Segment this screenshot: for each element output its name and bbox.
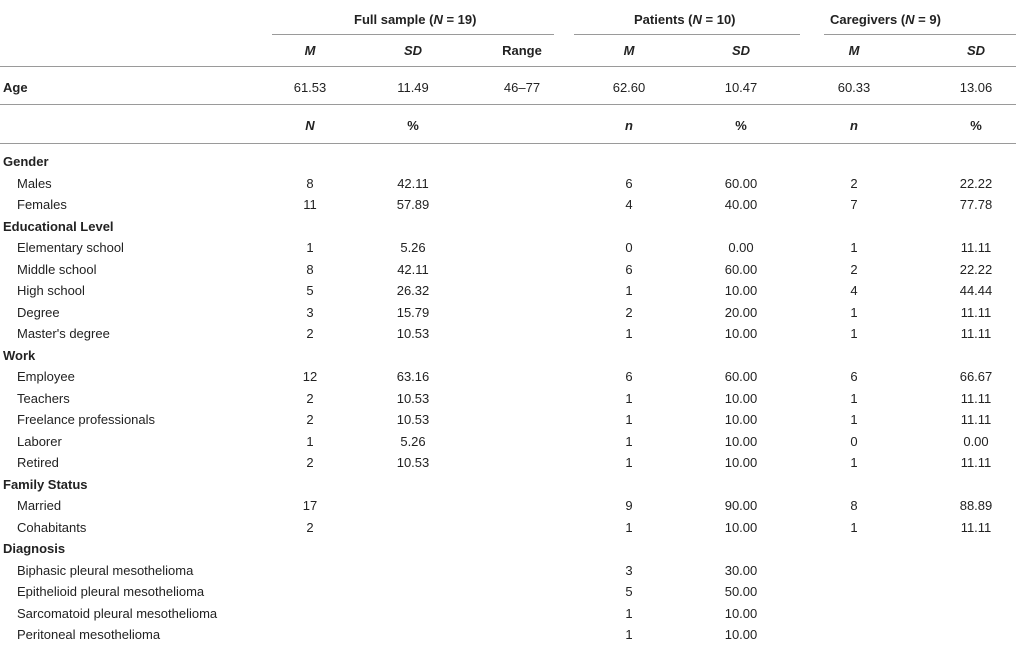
col-range-full: Range bbox=[502, 43, 542, 58]
cell-c1: 12 bbox=[302, 369, 318, 384]
cell-c5: 30.00 bbox=[724, 563, 758, 578]
cell-c4: 0 bbox=[625, 240, 633, 255]
cell-c7: 11.11 bbox=[960, 391, 992, 406]
full-sample-rule bbox=[272, 34, 554, 35]
cell-c7: 11.11 bbox=[960, 520, 992, 535]
col-pct-caregivers: % bbox=[970, 118, 982, 133]
cell-c6: 1 bbox=[850, 412, 858, 427]
row-label: Employee bbox=[17, 369, 75, 384]
cell-c2: 10.53 bbox=[396, 391, 430, 406]
cell-c6: 0 bbox=[850, 434, 858, 449]
cell-c4: 1 bbox=[625, 520, 633, 535]
cell-c1: 2 bbox=[306, 520, 314, 535]
cell-c2: 57.89 bbox=[396, 197, 430, 212]
table-row bbox=[0, 237, 1016, 258]
cell-c6: 1 bbox=[850, 520, 858, 535]
age-range-full: 46–77 bbox=[503, 80, 541, 95]
cell-c6: 7 bbox=[850, 197, 858, 212]
cell-c1: 5 bbox=[306, 283, 314, 298]
row-label: Degree bbox=[17, 305, 60, 320]
row-label: Laborer bbox=[17, 434, 62, 449]
cell-c5: 50.00 bbox=[724, 584, 758, 599]
cell-c5: 10.00 bbox=[724, 520, 758, 535]
header-patients-n: N bbox=[692, 12, 702, 27]
col-pct-full: % bbox=[407, 118, 419, 133]
cell-c2: 5.26 bbox=[400, 240, 426, 255]
table-row bbox=[0, 194, 1016, 215]
age-m-patients: 62.60 bbox=[612, 80, 646, 95]
cell-c7: 11.11 bbox=[960, 412, 992, 427]
table-row bbox=[0, 259, 1016, 280]
age-sd-caregivers: 13.06 bbox=[959, 80, 993, 95]
cell-c7: 22.22 bbox=[959, 262, 993, 277]
section-row bbox=[0, 151, 1016, 172]
section-label: Family Status bbox=[3, 477, 88, 492]
row-label: Master's degree bbox=[17, 326, 110, 341]
row-label: Retired bbox=[17, 455, 59, 470]
cell-c7: 11.11 bbox=[960, 240, 992, 255]
cell-c4: 3 bbox=[625, 563, 633, 578]
cell-c5: 90.00 bbox=[724, 498, 758, 513]
cell-c7: 11.11 bbox=[960, 326, 992, 341]
cell-c5: 10.00 bbox=[724, 412, 758, 427]
row-label: Males bbox=[17, 176, 52, 191]
cell-c2: 26.32 bbox=[396, 283, 430, 298]
cell-c6: 1 bbox=[850, 240, 858, 255]
cell-c5: 10.00 bbox=[724, 283, 758, 298]
cell-c7: 22.22 bbox=[959, 176, 993, 191]
age-m-caregivers: 60.33 bbox=[837, 80, 871, 95]
cell-c4: 1 bbox=[625, 455, 633, 470]
cell-c2: 15.79 bbox=[396, 305, 430, 320]
table-row bbox=[0, 280, 1016, 301]
cell-c2: 5.26 bbox=[400, 434, 426, 449]
age-sd-patients: 10.47 bbox=[724, 80, 758, 95]
cell-c2: 10.53 bbox=[396, 412, 430, 427]
count-header-row bbox=[0, 115, 1016, 136]
cell-c4: 6 bbox=[625, 369, 633, 384]
section-row bbox=[0, 538, 1016, 559]
col-m-caregivers: M bbox=[848, 43, 860, 58]
cell-c4: 5 bbox=[625, 584, 633, 599]
header-full-n: N bbox=[433, 12, 443, 27]
cell-c6: 1 bbox=[850, 305, 858, 320]
cell-c1: 8 bbox=[306, 262, 314, 277]
row-label: Freelance professionals bbox=[17, 412, 156, 427]
header-caregivers-label: Caregivers ( bbox=[830, 12, 906, 27]
cell-c1: 1 bbox=[306, 434, 314, 449]
table-row bbox=[0, 517, 1016, 538]
cell-c1: 17 bbox=[302, 498, 318, 513]
cell-c1: 1 bbox=[306, 240, 314, 255]
cell-c2: 42.11 bbox=[397, 176, 429, 191]
age-label: Age bbox=[3, 80, 28, 95]
table-row bbox=[0, 431, 1016, 452]
col-n-patients: n bbox=[625, 118, 633, 133]
row-label: Elementary school bbox=[17, 240, 124, 255]
cell-c6: 1 bbox=[850, 326, 858, 341]
header-full-sample bbox=[354, 13, 476, 27]
cell-c2: 10.53 bbox=[396, 455, 430, 470]
col-pct-patients: % bbox=[735, 118, 747, 133]
header-caregivers bbox=[830, 13, 941, 27]
col-sd-patients: SD bbox=[731, 43, 751, 58]
col-n-full: N bbox=[305, 118, 315, 133]
cell-c6: 4 bbox=[850, 283, 858, 298]
cell-c5: 60.00 bbox=[724, 176, 758, 191]
cell-c4: 4 bbox=[625, 197, 633, 212]
cell-c2: 10.53 bbox=[396, 326, 430, 341]
col-sd-caregivers: SD bbox=[966, 43, 986, 58]
cell-c5: 20.00 bbox=[724, 305, 758, 320]
table-row bbox=[0, 366, 1016, 387]
cell-c7: 11.11 bbox=[960, 305, 992, 320]
table-row bbox=[0, 581, 1016, 602]
row-label: Married bbox=[17, 498, 62, 513]
cell-c7: 88.89 bbox=[959, 498, 993, 513]
cell-c4: 9 bbox=[625, 498, 633, 513]
cell-c4: 1 bbox=[625, 627, 633, 642]
section-row bbox=[0, 216, 1016, 237]
cell-c4: 1 bbox=[625, 412, 633, 427]
cell-c4: 1 bbox=[625, 434, 633, 449]
section-label: Work bbox=[3, 348, 36, 363]
cell-c1: 2 bbox=[306, 391, 314, 406]
cell-c5: 60.00 bbox=[724, 369, 758, 384]
cell-c4: 6 bbox=[625, 262, 633, 277]
section-label: Diagnosis bbox=[3, 541, 66, 556]
header-patients bbox=[634, 13, 736, 27]
cell-c1: 2 bbox=[306, 412, 314, 427]
age-row bbox=[0, 77, 1016, 98]
row-label: Biphasic pleural mesothelioma bbox=[17, 563, 194, 578]
table-row bbox=[0, 409, 1016, 430]
count-header-rule bbox=[0, 143, 1016, 144]
row-label: Females bbox=[17, 197, 67, 212]
age-sd-full: 11.49 bbox=[397, 80, 429, 95]
cell-c4: 2 bbox=[625, 305, 633, 320]
cell-c5: 10.00 bbox=[724, 326, 758, 341]
cell-c6: 2 bbox=[850, 262, 858, 277]
stat-header-row bbox=[0, 40, 1016, 61]
table-row bbox=[0, 452, 1016, 473]
header-full-label: Full sample ( bbox=[354, 12, 434, 27]
row-label: Cohabitants bbox=[17, 520, 87, 535]
cell-c5: 10.00 bbox=[724, 434, 758, 449]
table-row bbox=[0, 603, 1016, 624]
row-label: Epithelioid pleural mesothelioma bbox=[17, 584, 205, 599]
cell-c1: 2 bbox=[306, 326, 314, 341]
table-row bbox=[0, 173, 1016, 194]
section-label: Educational Level bbox=[3, 219, 114, 234]
cell-c5: 10.00 bbox=[724, 391, 758, 406]
table-row bbox=[0, 302, 1016, 323]
table-row bbox=[0, 495, 1016, 516]
stat-header-rule bbox=[0, 66, 1016, 67]
cell-c5: 10.00 bbox=[724, 455, 758, 470]
cell-c5: 60.00 bbox=[724, 262, 758, 277]
cell-c2: 42.11 bbox=[397, 262, 429, 277]
cell-c6: 6 bbox=[850, 369, 858, 384]
age-rule bbox=[0, 104, 1016, 105]
col-m-full: M bbox=[304, 43, 316, 58]
cell-c4: 1 bbox=[625, 326, 633, 341]
table-row bbox=[0, 323, 1016, 344]
col-sd-full: SD bbox=[403, 43, 423, 58]
table-row bbox=[0, 560, 1016, 581]
row-label: High school bbox=[17, 283, 85, 298]
header-patients-label: Patients ( bbox=[634, 12, 693, 27]
cell-c5: 40.00 bbox=[724, 197, 758, 212]
cell-c5: 10.00 bbox=[724, 606, 758, 621]
cell-c4: 6 bbox=[625, 176, 633, 191]
cell-c5: 10.00 bbox=[724, 627, 758, 642]
cell-c7: 66.67 bbox=[959, 369, 993, 384]
section-row bbox=[0, 345, 1016, 366]
header-caregivers-n: N bbox=[905, 12, 915, 27]
cell-c5: 0.00 bbox=[728, 240, 754, 255]
cell-c4: 1 bbox=[625, 391, 633, 406]
row-label: Middle school bbox=[17, 262, 97, 277]
header-patients-eq: = 10) bbox=[701, 12, 736, 27]
cell-c1: 3 bbox=[306, 305, 314, 320]
cell-c7: 11.11 bbox=[960, 455, 992, 470]
cell-c4: 1 bbox=[625, 606, 633, 621]
age-m-full: 61.53 bbox=[293, 80, 327, 95]
cell-c6: 1 bbox=[850, 391, 858, 406]
row-label: Peritoneal mesothelioma bbox=[17, 627, 161, 642]
section-row bbox=[0, 474, 1016, 495]
cell-c4: 1 bbox=[625, 283, 633, 298]
caregivers-rule bbox=[824, 34, 1016, 35]
header-caregivers-eq: = 9) bbox=[914, 12, 941, 27]
cell-c7: 44.44 bbox=[959, 283, 993, 298]
table-row bbox=[0, 388, 1016, 409]
cell-c6: 8 bbox=[850, 498, 858, 513]
section-label: Gender bbox=[3, 154, 49, 169]
col-n-caregivers: n bbox=[850, 118, 858, 133]
header-full-eq: = 19) bbox=[442, 12, 477, 27]
cell-c6: 2 bbox=[850, 176, 858, 191]
cell-c7: 0.00 bbox=[963, 434, 989, 449]
patients-rule bbox=[574, 34, 800, 35]
cell-c1: 11 bbox=[303, 197, 317, 212]
row-label: Sarcomatoid pleural mesothelioma bbox=[17, 606, 218, 621]
cell-c1: 2 bbox=[306, 455, 314, 470]
cell-c6: 1 bbox=[850, 455, 858, 470]
col-m-patients: M bbox=[623, 43, 635, 58]
cell-c2: 63.16 bbox=[396, 369, 430, 384]
cell-c7: 77.78 bbox=[959, 197, 993, 212]
row-label: Teachers bbox=[17, 391, 70, 406]
cell-c1: 8 bbox=[306, 176, 314, 191]
